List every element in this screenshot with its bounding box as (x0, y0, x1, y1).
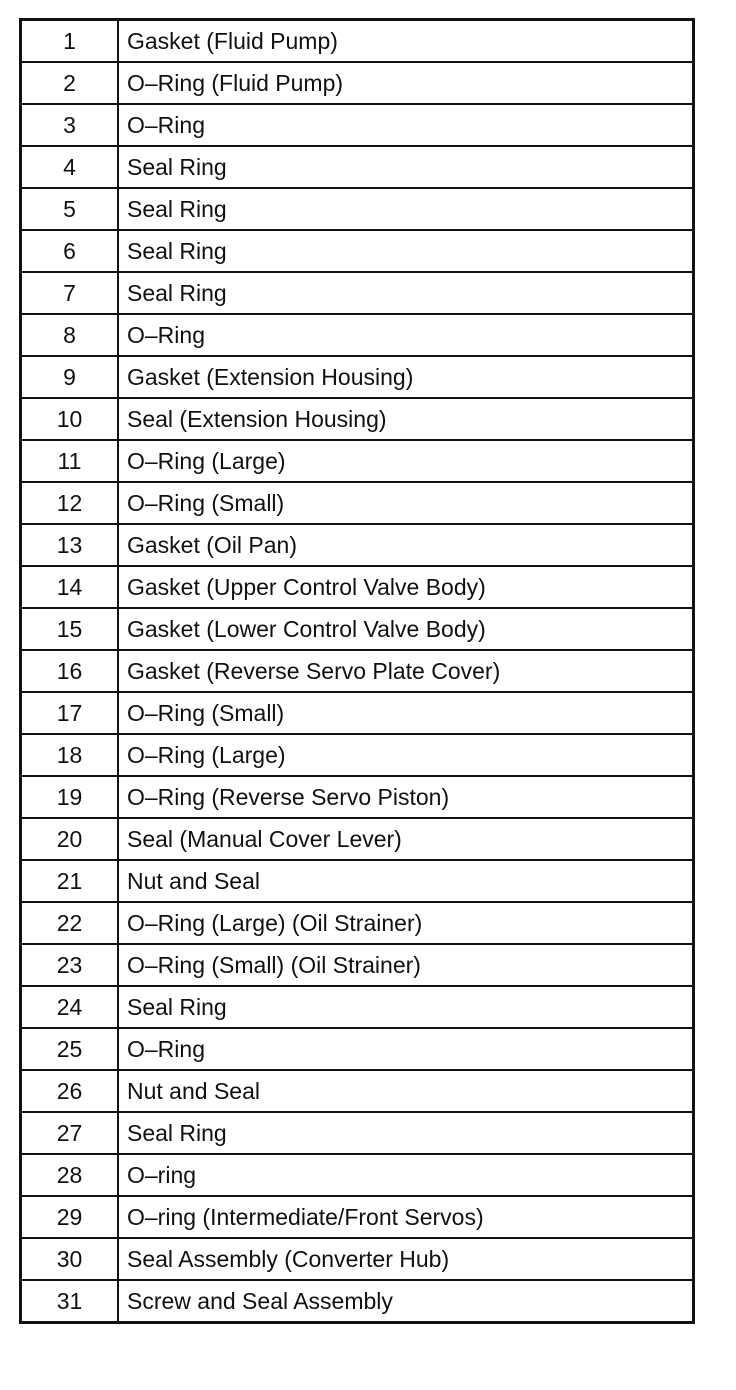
table-row (21, 146, 694, 188)
part-number-cell: 14 (21, 566, 119, 608)
table-row (21, 1154, 694, 1196)
part-description-cell: Gasket (Lower Control Valve Body) (118, 608, 694, 650)
table-row (21, 20, 694, 63)
parts-table-body (21, 20, 694, 1323)
table-row (21, 62, 694, 104)
table-row (21, 314, 694, 356)
table-row (21, 608, 694, 650)
table-row (21, 1112, 694, 1154)
part-description-cell: Gasket (Extension Housing) (118, 356, 694, 398)
part-number-cell: 24 (21, 986, 119, 1028)
part-description-cell: Gasket (Reverse Servo Plate Cover) (118, 650, 694, 692)
table-row (21, 566, 694, 608)
table-row (21, 692, 694, 734)
part-description-cell: O–Ring (Small) (118, 482, 694, 524)
part-number-cell: 6 (21, 230, 119, 272)
part-description-cell: Gasket (Upper Control Valve Body) (118, 566, 694, 608)
part-number-cell: 29 (21, 1196, 119, 1238)
part-description-cell: O–Ring (Large) (118, 440, 694, 482)
table-row (21, 272, 694, 314)
table-row (21, 230, 694, 272)
part-number-cell: 30 (21, 1238, 119, 1280)
part-number-cell: 15 (21, 608, 119, 650)
table-row (21, 482, 694, 524)
table-row (21, 440, 694, 482)
part-number-cell: 10 (21, 398, 119, 440)
table-row (21, 398, 694, 440)
table-row (21, 734, 694, 776)
table-row (21, 776, 694, 818)
part-number-cell: 22 (21, 902, 119, 944)
part-description-cell: O–Ring (Large) (Oil Strainer) (118, 902, 694, 944)
part-description-cell: Seal Ring (118, 272, 694, 314)
table-row (21, 860, 694, 902)
part-description-cell: Seal Ring (118, 1112, 694, 1154)
part-number-cell: 1 (21, 20, 119, 63)
part-description-cell: O–Ring (Fluid Pump) (118, 62, 694, 104)
part-description-cell: O–Ring (118, 104, 694, 146)
part-description-cell: Seal (Extension Housing) (118, 398, 694, 440)
part-number-cell: 11 (21, 440, 119, 482)
part-number-cell: 7 (21, 272, 119, 314)
part-number-cell: 16 (21, 650, 119, 692)
table-row (21, 986, 694, 1028)
part-number-cell: 3 (21, 104, 119, 146)
part-number-cell: 19 (21, 776, 119, 818)
part-description-cell: Seal Ring (118, 230, 694, 272)
part-description-cell: Screw and Seal Assembly (118, 1280, 694, 1323)
part-description-cell: O–Ring (118, 314, 694, 356)
table-row (21, 902, 694, 944)
part-description-cell: Nut and Seal (118, 1070, 694, 1112)
part-number-cell: 2 (21, 62, 119, 104)
part-number-cell: 4 (21, 146, 119, 188)
part-number-cell: 8 (21, 314, 119, 356)
part-number-cell: 26 (21, 1070, 119, 1112)
part-description-cell: O–Ring (Reverse Servo Piston) (118, 776, 694, 818)
table-row (21, 1280, 694, 1323)
table-row (21, 818, 694, 860)
table-row (21, 356, 694, 398)
part-number-cell: 17 (21, 692, 119, 734)
part-number-cell: 23 (21, 944, 119, 986)
part-description-cell: O–Ring (Large) (118, 734, 694, 776)
table-row (21, 1196, 694, 1238)
table-row (21, 1238, 694, 1280)
part-number-cell: 5 (21, 188, 119, 230)
part-description-cell: Seal Assembly (Converter Hub) (118, 1238, 694, 1280)
table-row (21, 524, 694, 566)
table-row (21, 1070, 694, 1112)
part-description-cell: Seal (Manual Cover Lever) (118, 818, 694, 860)
part-number-cell: 20 (21, 818, 119, 860)
table-row (21, 188, 694, 230)
part-number-cell: 25 (21, 1028, 119, 1070)
part-description-cell: O–ring (118, 1154, 694, 1196)
part-description-cell: O–Ring (118, 1028, 694, 1070)
table-row (21, 944, 694, 986)
parts-table (19, 18, 695, 1324)
part-number-cell: 13 (21, 524, 119, 566)
part-description-cell: O–Ring (Small) (Oil Strainer) (118, 944, 694, 986)
part-number-cell: 28 (21, 1154, 119, 1196)
part-number-cell: 21 (21, 860, 119, 902)
table-row (21, 104, 694, 146)
part-number-cell: 27 (21, 1112, 119, 1154)
part-description-cell: Seal Ring (118, 986, 694, 1028)
part-number-cell: 18 (21, 734, 119, 776)
part-number-cell: 12 (21, 482, 119, 524)
part-description-cell: Nut and Seal (118, 860, 694, 902)
table-row (21, 1028, 694, 1070)
part-description-cell: O–ring (Intermediate/Front Servos) (118, 1196, 694, 1238)
part-number-cell: 9 (21, 356, 119, 398)
part-description-cell: Gasket (Fluid Pump) (118, 20, 694, 63)
part-description-cell: Seal Ring (118, 146, 694, 188)
part-description-cell: Gasket (Oil Pan) (118, 524, 694, 566)
table-row (21, 650, 694, 692)
part-description-cell: O–Ring (Small) (118, 692, 694, 734)
part-description-cell: Seal Ring (118, 188, 694, 230)
part-number-cell: 31 (21, 1280, 119, 1323)
